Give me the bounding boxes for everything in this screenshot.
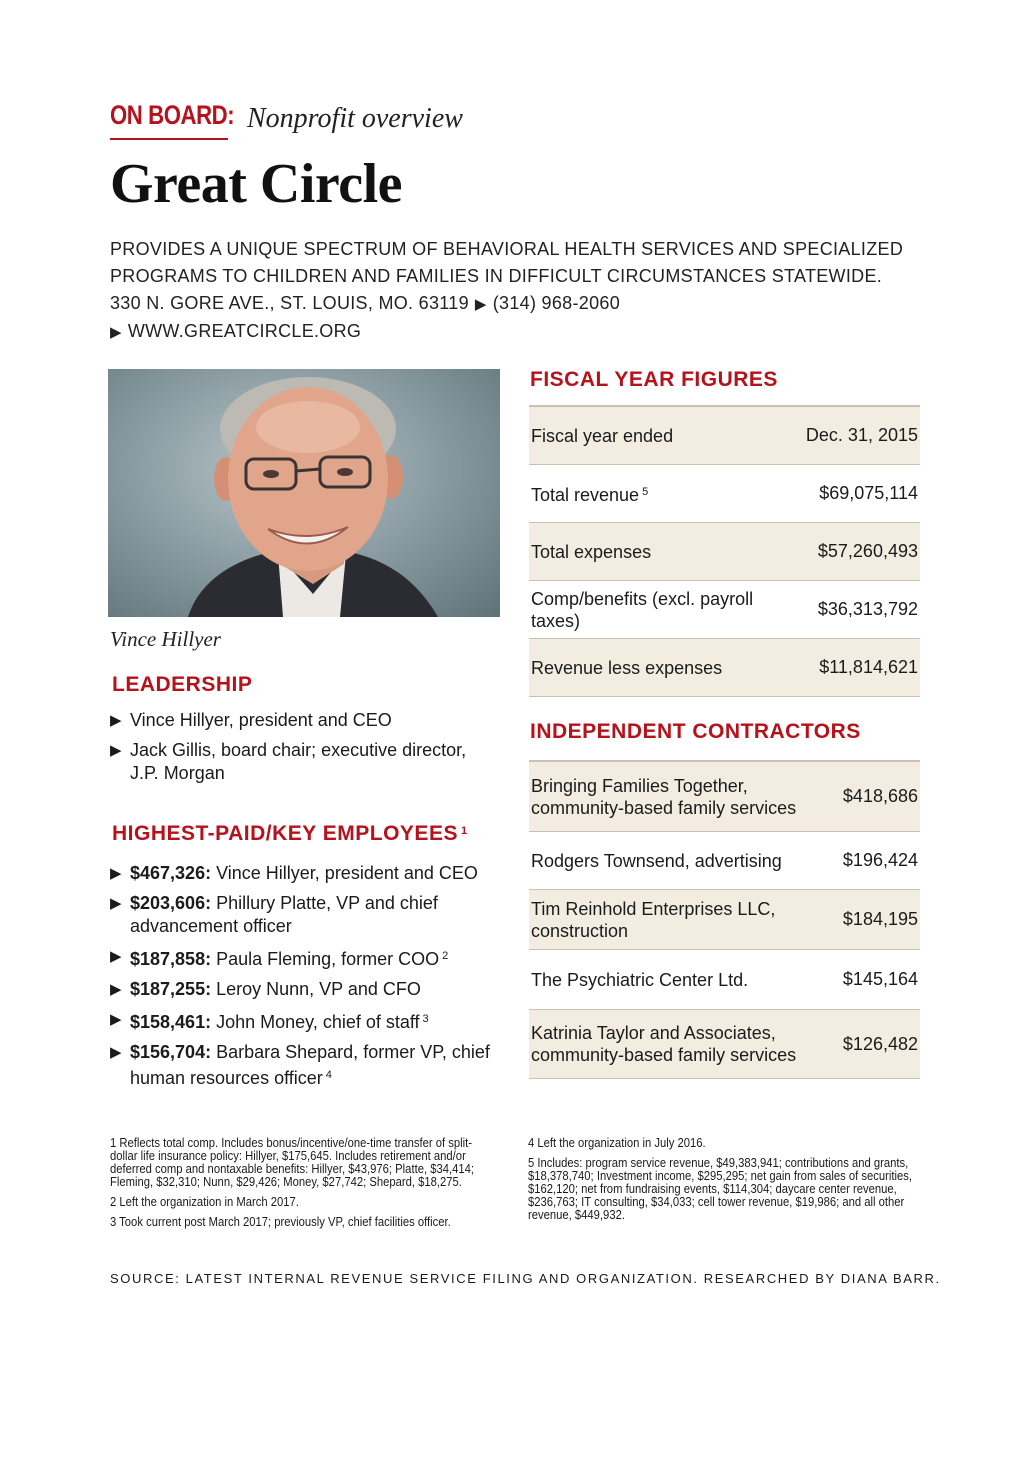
footnote-ref: 3 <box>422 1013 429 1025</box>
footnote-ref: 2 <box>442 950 449 962</box>
footnote-ref: 4 <box>325 1069 332 1081</box>
portrait-illustration <box>108 369 500 617</box>
play-arrow-icon: ▶ <box>110 981 122 998</box>
list-item: ▶ $187,255: Leroy Nunn, VP and CFO <box>110 979 421 999</box>
table-row: Bringing Families Together, community-based family services $418,686 <box>529 762 920 832</box>
org-address: 330 N. GORE AVE., ST. LOUIS, MO. 63119 <box>110 293 469 313</box>
table-row: Tim Reinhold Enterprises LLC, construction $184,195 <box>529 890 920 950</box>
table-row: Rodgers Townsend, advertising $196,424 <box>529 832 920 890</box>
table-row: Katrinia Taylor and Associates, community-based family services $126,482 <box>529 1010 920 1079</box>
table-row: Revenue less expenses $11,814,621 <box>529 639 920 697</box>
comp-amount: $467,326: <box>130 863 212 883</box>
footnote: 3 Took current post March 2017; previously VP, chief facilities officer. <box>110 1215 451 1229</box>
play-arrow-icon: ▶ <box>110 1044 122 1061</box>
contractors-table <box>529 760 920 1079</box>
footnotes-right <box>528 1137 919 1229</box>
employees-list <box>110 862 510 1097</box>
leadership-list <box>110 709 490 792</box>
play-arrow-icon: ▶ <box>474 296 487 313</box>
comp-amount: $203,606: <box>130 893 212 913</box>
leadership-heading: LEADERSHIP <box>112 673 253 696</box>
list-item: ▶ $158,461: John Money, chief of staff $^3$ <box>110 1008 510 1034</box>
footnote: 4 Left the organization in July 2016. <box>528 1136 706 1150</box>
footnote: 1 Reflects total comp. Includes bonus/incentive/one-time transfer of split-dollar life insurance policy: Hillyer, $175,645. Includes retirement and/or deferred comp and nontaxable benefits: Hillyer, $43,976; Platte, $34,414; Fleming, $32,310; Nunn, $29,426; Money, $27,742; Shepard, $18,275. <box>110 1136 474 1189</box>
comp-amount: $187,255: <box>130 979 212 999</box>
comp-amount: $158,461: <box>130 1012 212 1032</box>
fiscal-heading: FISCAL YEAR FIGURES <box>530 368 778 391</box>
footnote: 5 Includes: program service revenue, $49,383,941; contributions and grants, $18,378,740; Investment income, $295,295; net gain from sales of securities, $162,120; net from fundraising events, $114,304; daycare center revenue, $236,763; IT consulting, $34,033; cell tower revenue, $19,986; and all other revenue, $449,932. <box>528 1156 912 1222</box>
footnote: 2 Left the organization in March 2017. <box>110 1195 299 1209</box>
table-row: Total revenue $^5$ $69,075,114 <box>529 465 920 523</box>
list-item: ▶ $187,858: Paula Fleming, former COO $^2$ <box>110 945 510 971</box>
contact-line <box>110 290 930 318</box>
source-line: SOURCE: LATEST INTERNAL REVENUE SERVICE FILING AND ORGANIZATION. RESEARCHED BY DIANA BARR. <box>110 1271 941 1286</box>
table-row: Fiscal year ended Dec. 31, 2015 <box>529 407 920 465</box>
comp-amount: $156,704: <box>130 1042 212 1062</box>
org-phone: (314) 968-2060 <box>492 293 621 313</box>
footnote-ref: 5 <box>642 486 649 498</box>
description-line: PROVIDES A UNIQUE SPECTRUM OF BEHAVIORAL HEALTH SERVICES AND SPECIALIZED <box>110 239 904 259</box>
list-item: ▶ $203,606: Phillury Platte, VP and chief advancement officer <box>110 893 438 936</box>
org-website: WWW.GREATCIRCLE.ORG <box>127 321 362 341</box>
kicker-label: ON BOARD: <box>110 100 235 130</box>
list-item: ▶ $467,326: Vince Hillyer, president and CEO <box>110 863 478 883</box>
play-arrow-icon: ▶ <box>110 865 122 882</box>
table-row: The Psychiatric Center Ltd. $145,164 <box>529 950 920 1010</box>
website-line <box>110 318 930 346</box>
list-item: ▶ Jack Gillis, board chair; executive director, J.P. Morgan <box>110 740 467 783</box>
employees-heading: HIGHEST-PAID/KEY EMPLOYEES $^1$ <box>112 822 468 845</box>
comp-amount: $187,858: <box>130 949 212 969</box>
play-arrow-icon: ▶ <box>110 948 122 965</box>
fiscal-table <box>529 405 920 697</box>
play-arrow-icon: ▶ <box>110 1011 122 1028</box>
description-line: PROGRAMS TO CHILDREN AND FAMILIES IN DIFFICULT CIRCUMSTANCES STATEWIDE. <box>110 266 883 286</box>
table-row: Comp/benefits (excl. payroll taxes) $36,313,792 <box>529 581 920 639</box>
org-description <box>110 236 930 346</box>
footnotes-left <box>110 1137 497 1236</box>
kicker-subtitle: Nonprofit overview <box>247 103 463 134</box>
kicker-underline <box>110 138 228 140</box>
portrait-photo <box>108 369 500 617</box>
contractors-heading: INDEPENDENT CONTRACTORS <box>530 720 861 743</box>
org-name: Great Circle <box>110 153 403 215</box>
photo-caption: Vince Hillyer <box>110 627 221 651</box>
play-arrow-icon: ▶ <box>110 324 122 341</box>
list-item: ▶ Vince Hillyer, president and CEO <box>110 710 392 730</box>
list-item: ▶ $156,704: Barbara Shepard, former VP, chief human resources officer $^4$ <box>110 1042 490 1088</box>
footnote-ref: 1 <box>460 825 468 837</box>
play-arrow-icon: ▶ <box>110 712 122 729</box>
play-arrow-icon: ▶ <box>110 895 122 912</box>
play-arrow-icon: ▶ <box>110 742 122 759</box>
table-row: Total expenses $57,260,493 <box>529 523 920 581</box>
